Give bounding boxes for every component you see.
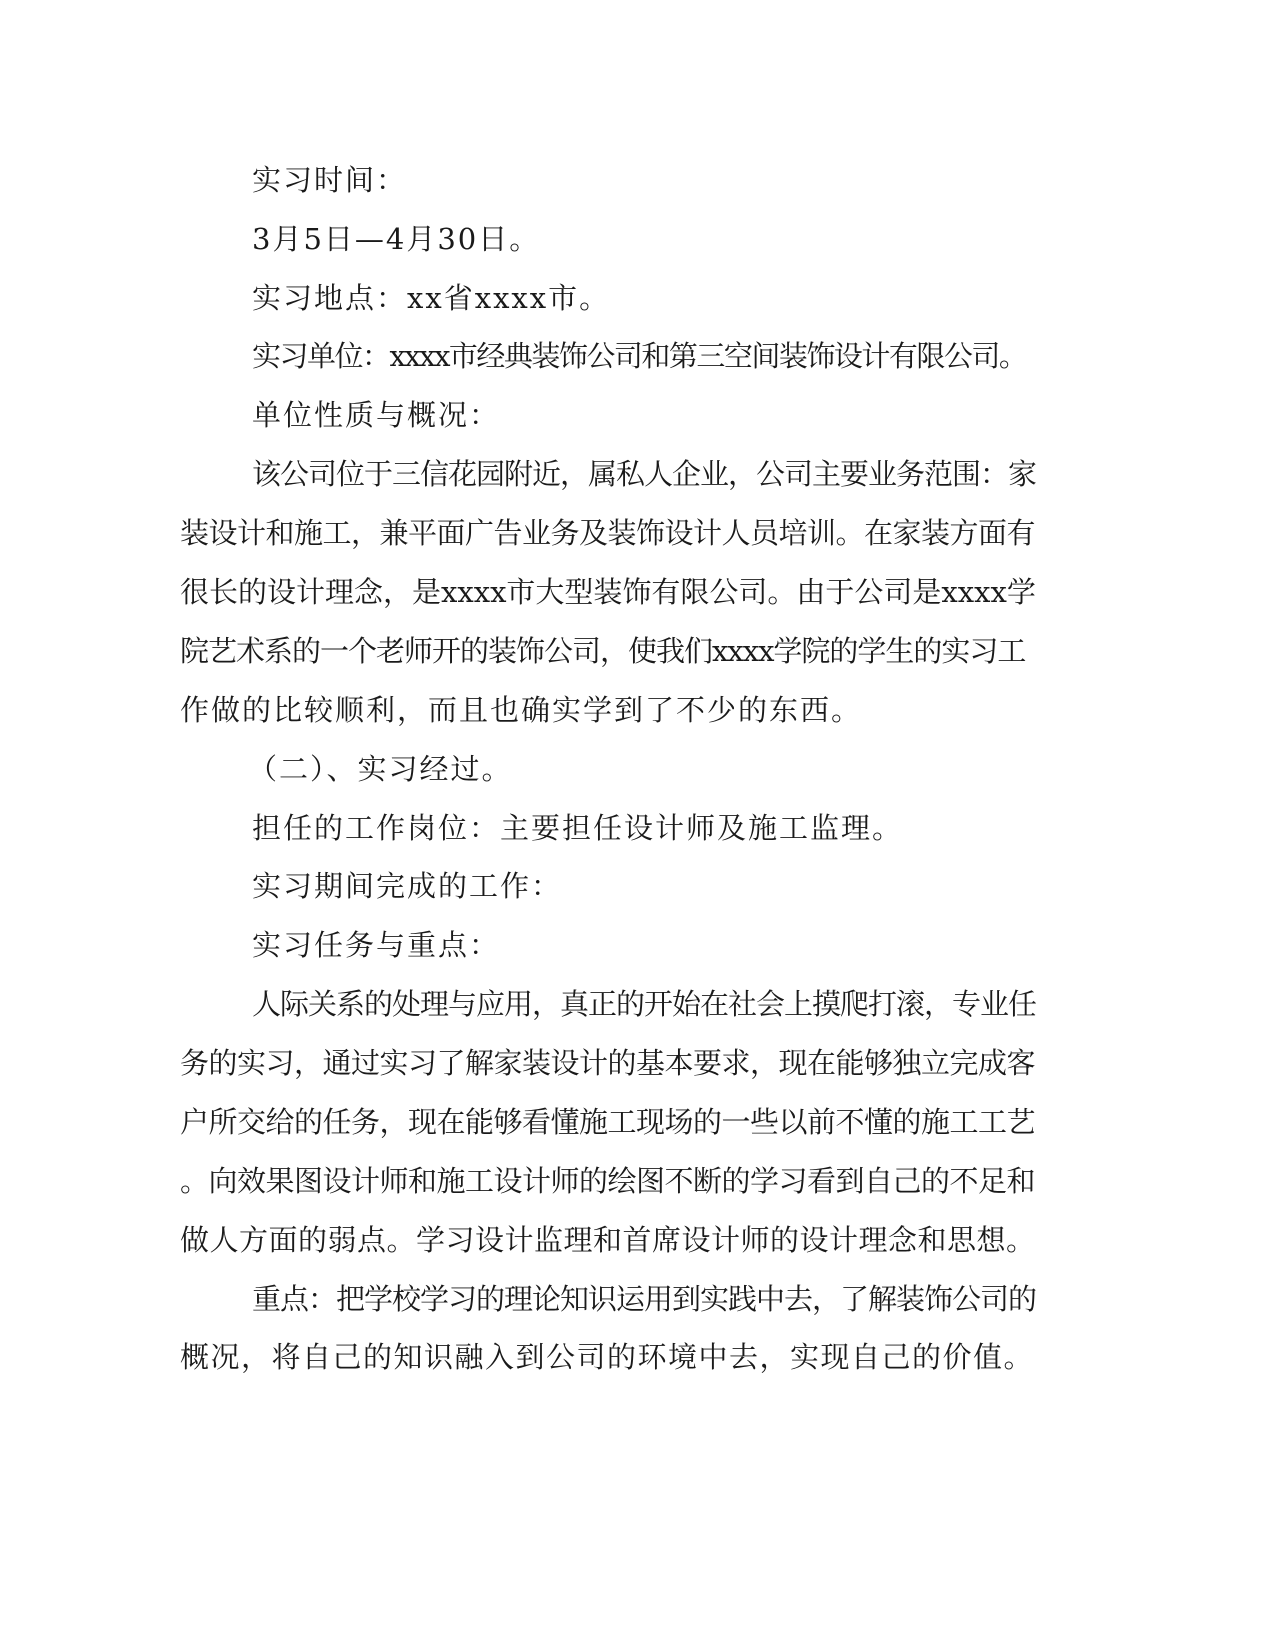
paragraph-line: 3月5日—4月30日。 xyxy=(252,222,541,256)
paragraph-line: 单位性质与概况： xyxy=(252,398,501,432)
paragraph-line: 实习任务与重点： xyxy=(252,928,501,962)
paragraph-line: 该公司位于三信花园附近，属私人企业，公司主要业务范围：家 xyxy=(252,457,1037,491)
paragraph-line: 实习单位：xxxx市经典装饰公司和第三空间装饰设计有限公司。 xyxy=(252,339,1027,373)
paragraph-line: 很长的设计理念，是xxxx市大型装饰有限公司。由于公司是xxxx学 xyxy=(180,575,1036,609)
paragraph-line: 作做的比较顺利，而且也确实学到了不少的东西。 xyxy=(180,693,863,727)
paragraph-line: 实习期间完成的工作： xyxy=(252,869,563,903)
paragraph-line: 装设计和施工，兼平面广告业务及装饰设计人员培训。在家装方面有 xyxy=(180,516,1036,550)
paragraph-line: 人际关系的处理与应用，真正的开始在社会上摸爬打滚，专业任 xyxy=(252,987,1037,1021)
paragraph-line: 做人方面的弱点。学习设计监理和首席设计师的设计理念和思想。 xyxy=(180,1223,1036,1257)
paragraph-line: 户所交给的任务，现在能够看懂施工现场的一些以前不懂的施工工艺 xyxy=(180,1105,1036,1139)
paragraph-line: 务的实习，通过实习了解家装设计的基本要求，现在能够独立完成客 xyxy=(180,1046,1036,1080)
paragraph-line: 概况，将自己的知识融入到公司的环境中去，实现自己的价值。 xyxy=(180,1340,1035,1374)
paragraph-line: 实习地点：xx省xxxx市。 xyxy=(252,281,611,315)
section-heading: （二）、实习经过。 xyxy=(248,752,513,786)
paragraph-line: 院艺术系的一个老师开的装饰公司，使我们xxxx学院的学生的实习工 xyxy=(180,634,1026,668)
paragraph-line: 担任的工作岗位：主要担任设计师及施工监理。 xyxy=(252,811,904,845)
paragraph-line: 实习时间： xyxy=(252,163,408,197)
paragraph-line: 。向效果图设计师和施工设计师的绘图不断的学习看到自己的不足和 xyxy=(180,1164,1036,1198)
paragraph-line: 重点：把学校学习的理论知识运用到实践中去，了解装饰公司的 xyxy=(252,1282,1037,1316)
